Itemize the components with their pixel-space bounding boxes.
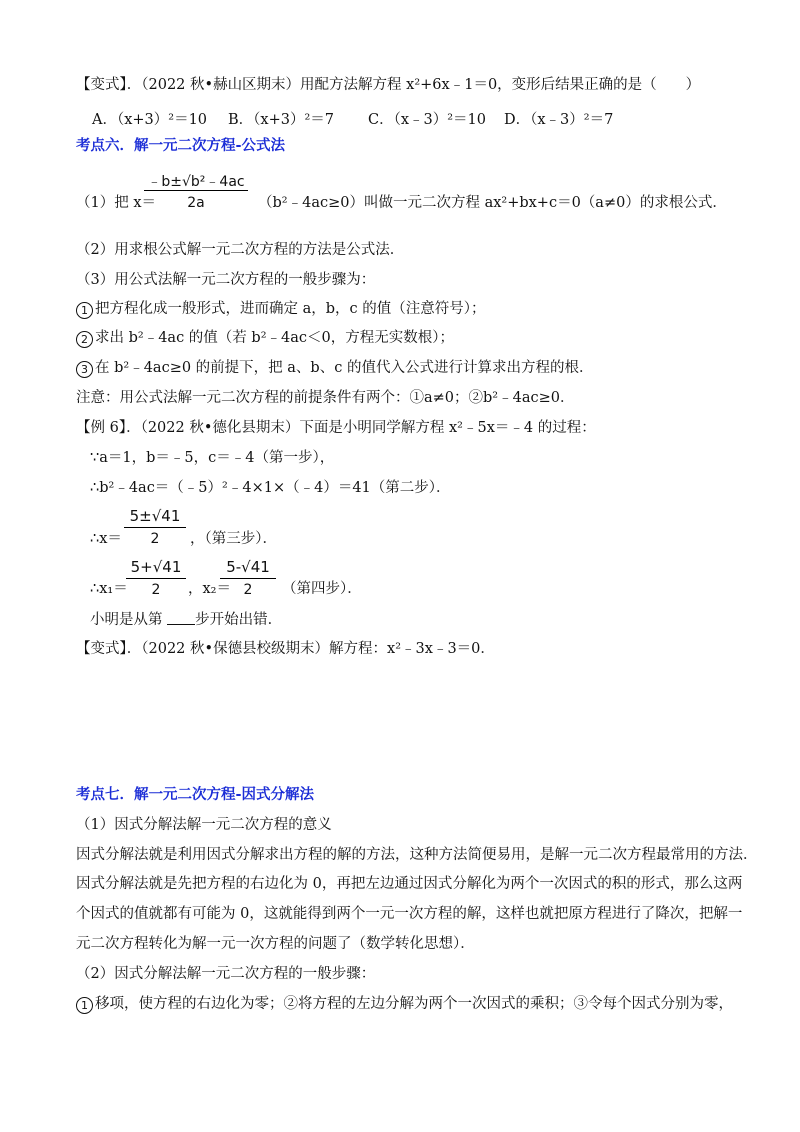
section7-para1: 因式分解法就是利用因式分解求出方程的解的方法，这种方法简便易用，是解一元二次方程最常用的方法． xyxy=(76,847,758,863)
section6-step3 xyxy=(76,361,593,378)
x2-denominator: 2 xyxy=(243,582,253,598)
formula-description: （b²﹣4ac≥0）叫做一元二次方程 ax²+bx+c＝0（a≠0）的求根公式． xyxy=(258,195,727,211)
step4-fraction-x2 xyxy=(220,556,276,604)
root-formula xyxy=(144,168,248,218)
variant1-suffix: ，变形后结果正确的是（ ） xyxy=(497,77,701,93)
variant2-question: 【变式】．（2022 秋•保德县校级期末）解方程：x²﹣3x﹣3＝0． xyxy=(76,641,495,657)
fraction-bar xyxy=(220,578,276,579)
circled-two-icon: 2 xyxy=(76,331,93,348)
question-suffix: 步开始出错． xyxy=(195,612,283,628)
x1-denominator: 2 xyxy=(151,582,161,598)
section6-title: 考点六．解一元二次方程-公式法 xyxy=(76,138,286,154)
example6-question xyxy=(90,612,282,628)
section7-sub1: （1）因式分解法解一元二次方程的意义 xyxy=(76,817,332,833)
example6-line1: ∵a＝1，b＝﹣5，c＝﹣4（第一步）， xyxy=(90,450,335,466)
root-formula-numerator: ﹣b±√b²﹣4ac xyxy=(147,174,245,190)
option-a[interactable]: A．（x+3）²＝10 xyxy=(92,112,208,128)
example6-line2: ∴b²﹣4ac＝（﹣5）²﹣4×1×（﹣4）＝41（第二步）． xyxy=(90,480,451,496)
section6-step2 xyxy=(76,331,454,348)
section7-para4: 元二次方程转化为解一元一次方程的问题了（数学转化思想）． xyxy=(76,936,475,952)
step2-text: 求出 b²﹣4ac 的值（若 b²﹣4ac＜0，方程无实数根）； xyxy=(95,330,454,346)
step3-denominator: 2 xyxy=(150,531,160,547)
section7-steps-text: 移项，使方程的右边化为零；②将方程的左边分解为两个一次因式的乘积；③令每个因式分别为零， xyxy=(95,996,733,1012)
section6-point2: （2）用求根公式解一元二次方程的方法是公式法． xyxy=(76,242,405,258)
step3-numerator: 5±√41 xyxy=(129,507,181,525)
section7-title: 考点七．解一元二次方程-因式分解法 xyxy=(76,787,315,803)
step1-text: 把方程化成一般形式，进而确定 a，b，c 的值（注意符号）； xyxy=(95,301,486,317)
circled-three-icon: 3 xyxy=(76,361,93,378)
formula-intro: （1）把 x＝ xyxy=(76,195,157,211)
root-formula-denominator: 2a xyxy=(187,195,205,211)
example6-line3-prefix: ∴x＝ xyxy=(90,531,122,547)
section7-para2: 因式分解法就是先把方程的右边化为 0，再把左边通过因式分解化为两个一次因式的积的形式，那么这两 xyxy=(76,876,743,892)
answer-blank[interactable] xyxy=(167,612,195,625)
variant1-prefix: 【变式】．（2022 秋•赫山区期末）用配方法解方程 xyxy=(76,77,407,93)
option-d[interactable]: D．（x﹣3）²＝7 xyxy=(504,112,614,128)
x1-numerator: 5+√41 xyxy=(130,558,182,576)
step4-fraction-x1 xyxy=(126,556,186,604)
circled-one-icon: 1 xyxy=(76,302,93,319)
x2-numerator: 5-√41 xyxy=(226,558,270,576)
step3-text: 在 b²﹣4ac≥0 的前提下，把 a、b、c 的值代入公式进行计算求出方程的根． xyxy=(95,360,594,376)
example6-line4-suffix: （第四步）． xyxy=(282,581,362,597)
option-c[interactable]: C．（x﹣3）²＝10 xyxy=(368,112,487,128)
fraction-bar xyxy=(126,578,186,579)
step3-fraction xyxy=(124,505,186,553)
section6-note: 注意：用公式法解一元二次方程的前提条件有两个：①a≠0；②b²﹣4ac≥0． xyxy=(76,390,575,406)
variant1-equation: x²+6x﹣1＝0 xyxy=(406,77,498,93)
section7-sub2: （2）因式分解法解一元二次方程的一般步骤： xyxy=(76,966,376,982)
example6-line3-suffix: ，（第三步）． xyxy=(190,531,277,547)
circled-one-icon: 1 xyxy=(76,997,93,1014)
variant1-question xyxy=(76,78,700,93)
example6-line4-prefix: ∴x₁＝ xyxy=(90,581,128,597)
section7-steps xyxy=(76,997,733,1014)
option-b[interactable]: B．（x+3）²＝7 xyxy=(228,112,334,128)
section6-point3: （3）用公式法解一元二次方程的一般步骤为： xyxy=(76,272,376,288)
fraction-bar xyxy=(124,527,186,528)
question-prefix: 小明是从第 xyxy=(90,612,163,628)
example6-heading: 【例 6】．（2022 秋•德化县期末）下面是小明同学解方程 x²﹣5x＝﹣4 的过程： xyxy=(76,420,596,436)
example6-line4-mid: ，x₂＝ xyxy=(188,581,231,597)
section6-step1 xyxy=(76,302,486,319)
fraction-bar xyxy=(144,190,248,191)
section7-para3: 个因式的值就都有可能为 0，这就能得到两个一元一次方程的解，这样也就把原方程进行了降次，把解一 xyxy=(76,906,743,922)
